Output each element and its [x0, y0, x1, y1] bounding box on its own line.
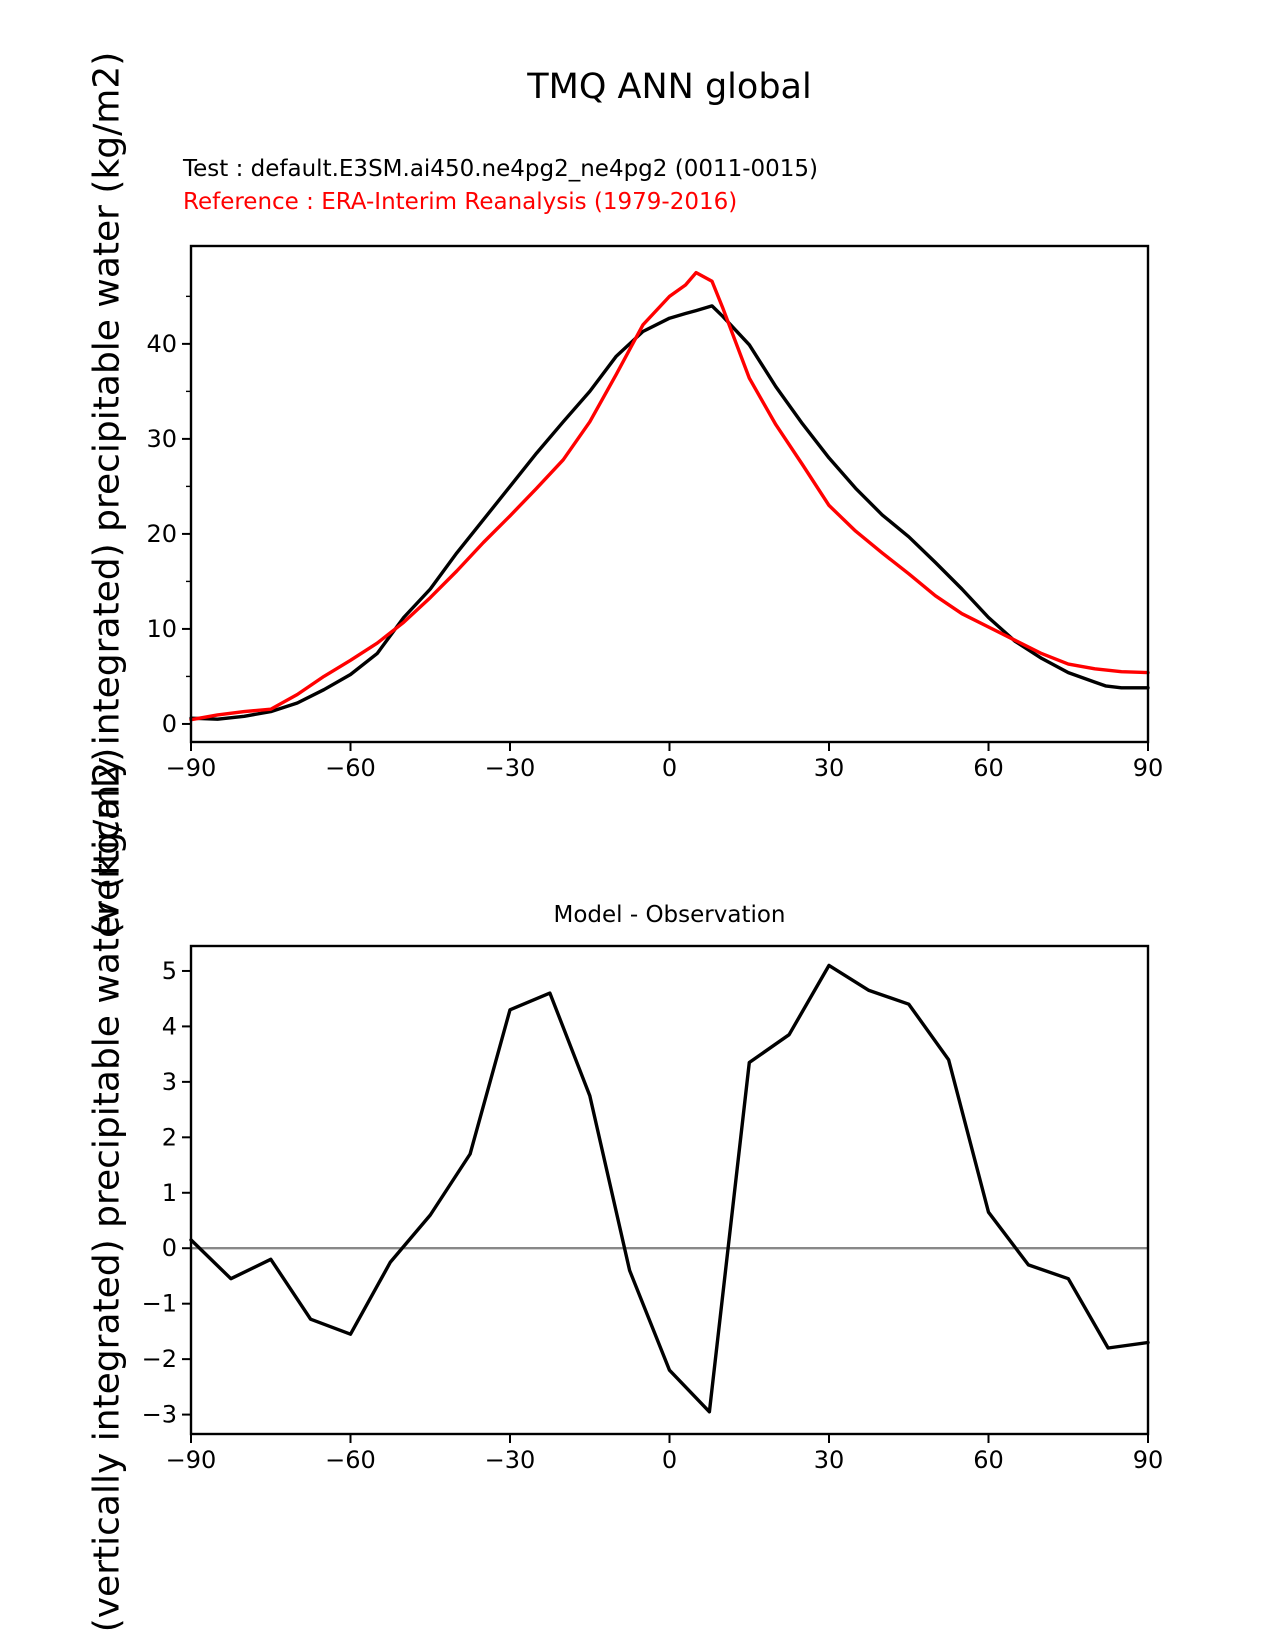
y-tick-label: 2	[161, 1123, 177, 1152]
reference-run-label: Reference : ERA-Interim Reanalysis (1979-2016)	[183, 189, 738, 215]
difference-panel-title: Model - Observation	[553, 902, 786, 928]
x-tick-label: −60	[325, 754, 376, 782]
x-tick-label: 60	[973, 1446, 1004, 1474]
y-tick-label: 4	[161, 1012, 177, 1041]
x-tick-label: 0	[661, 754, 678, 782]
y-tick-label: 10	[146, 614, 177, 643]
y-tick-label: 0	[161, 709, 177, 738]
x-tick-label: 90	[1132, 1446, 1164, 1474]
figure-title: TMQ ANN global	[527, 67, 812, 107]
y-tick-label: 30	[146, 424, 177, 453]
top-panel	[146, 246, 1163, 782]
y-tick-label: 40	[146, 329, 177, 358]
y-tick-label: −1	[141, 1289, 177, 1318]
y-axis-label-bottom-panel: (vertically integrated) precipitable water (kg/m2)	[86, 747, 128, 1633]
x-tick-label: −90	[165, 1446, 217, 1474]
axes-frame	[191, 246, 1148, 742]
y-tick-label: 20	[146, 519, 177, 548]
x-tick-label: −30	[484, 1446, 536, 1474]
x-tick-label: −30	[484, 754, 536, 782]
x-tick-label: 0	[661, 1446, 678, 1474]
test-run-label: Test : default.E3SM.ai450.ne4pg2_ne4pg2 (0011-0015)	[183, 156, 819, 182]
axes-frame	[191, 946, 1148, 1434]
x-tick-label: 90	[1132, 754, 1164, 782]
y-tick-label: 3	[161, 1067, 177, 1096]
x-tick-label: −60	[325, 1446, 376, 1474]
series-reference-era-interim-	[191, 273, 1148, 720]
series-test-model-	[191, 306, 1148, 719]
y-tick-label: 5	[161, 956, 177, 985]
y-axis-label-top-panel: (vertically integrated) precipitable water (kg/m2)	[86, 51, 128, 937]
y-tick-label: −3	[141, 1400, 177, 1429]
series-model-observation	[191, 965, 1148, 1411]
x-tick-label: −90	[165, 754, 217, 782]
y-tick-label: 1	[161, 1178, 177, 1207]
difference-panel	[142, 946, 1164, 1474]
x-tick-label: 60	[973, 754, 1004, 782]
x-tick-label: 30	[813, 754, 845, 782]
y-tick-label: −2	[141, 1345, 177, 1374]
y-tick-label: 0	[161, 1234, 177, 1263]
x-tick-label: 30	[813, 1446, 845, 1474]
